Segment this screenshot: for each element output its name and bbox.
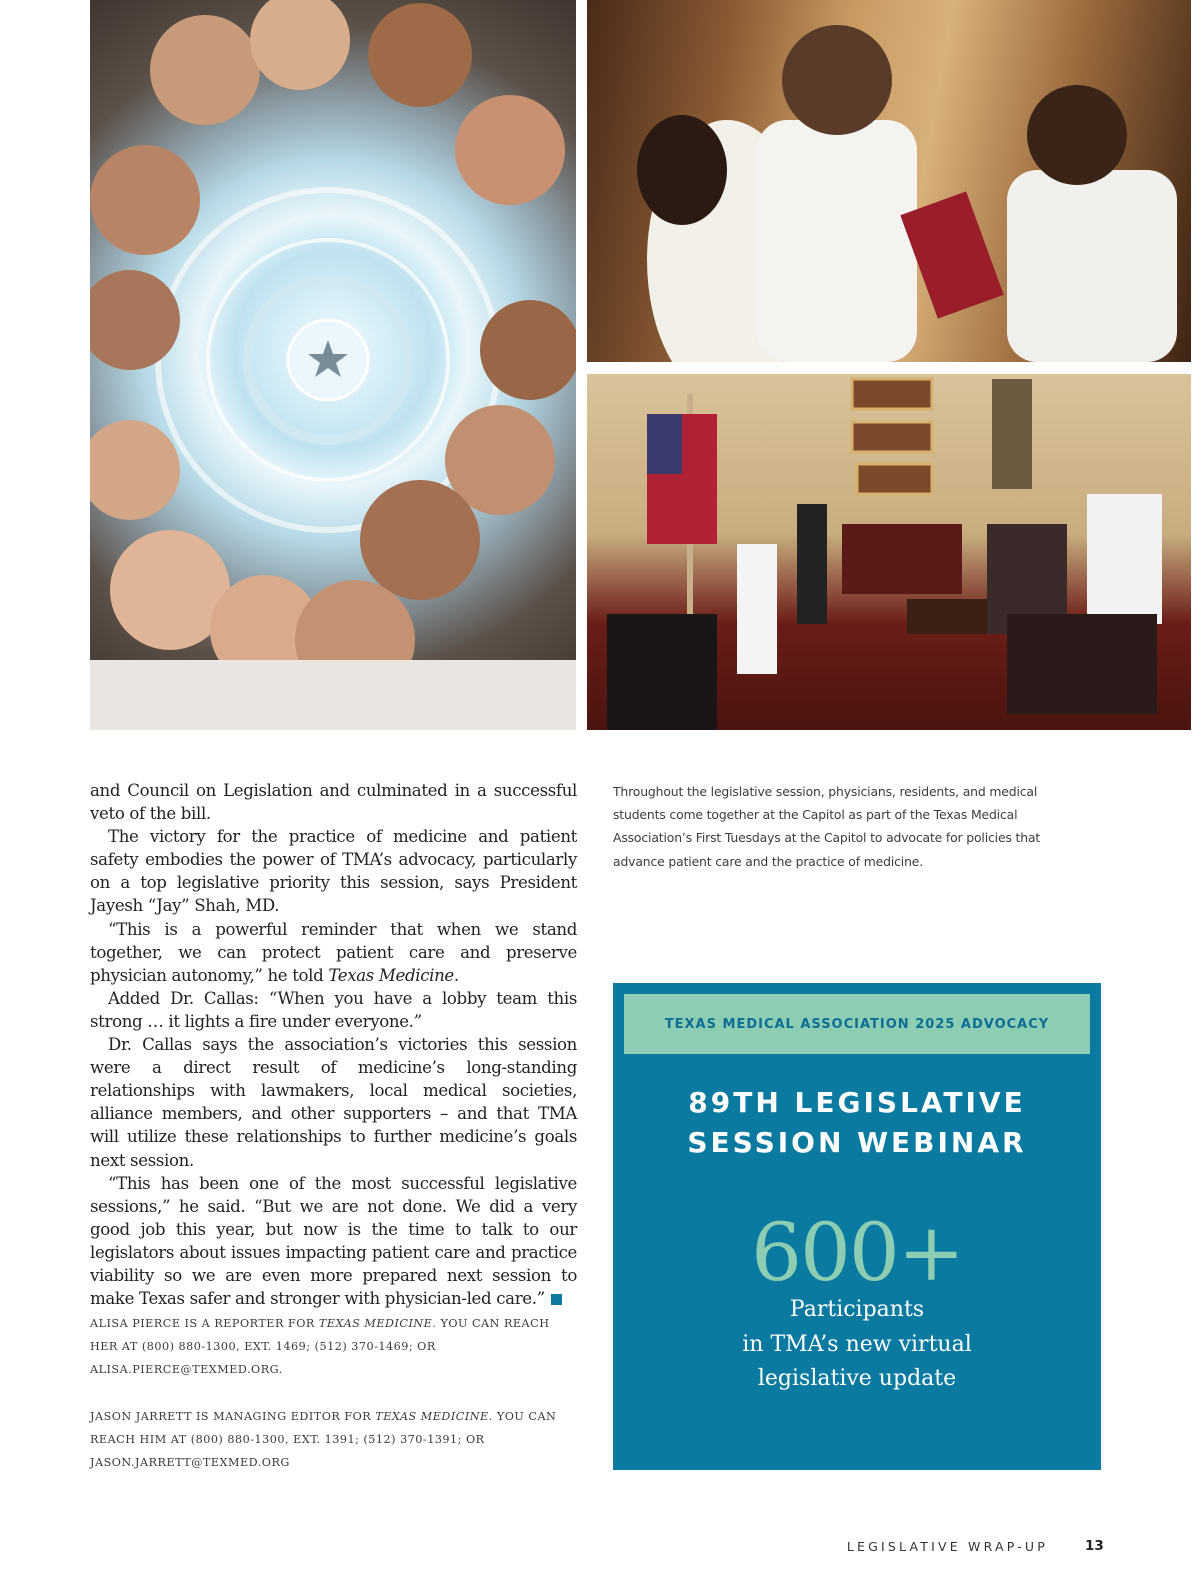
photo-physicians-hallway <box>587 0 1191 362</box>
end-of-article-icon <box>551 1294 562 1305</box>
promo-tag: TEXAS MEDICAL ASSOCIATION 2025 ADVOCACY <box>624 994 1090 1054</box>
bio-text: . YOU CAN REACH HIM AT (800) 880-1300, EXT. 1391; (512) 370-1391; OR JASON.JARRETT@TEXMED.ORG <box>90 1410 557 1469</box>
publication-name: TEXAS MEDICINE <box>375 1410 489 1423</box>
footer-section-label: LEGISLATIVE WRAP-UP <box>846 1539 1048 1554</box>
promo-title-line: 89TH LEGISLATIVE <box>688 1086 1026 1119</box>
bio-text: ALISA PIERCE IS A REPORTER FOR <box>90 1317 319 1330</box>
author-bio-jason-jarrett <box>90 1406 570 1474</box>
photo-capitol-office-meeting <box>587 374 1191 730</box>
article-text: “This is a powerful reminder that when we stand together, we can protect patient care and preserve physician autonomy,” he told <box>90 919 577 985</box>
bio-text: . YOU CAN REACH HER AT (800) 880-1300, EXT. 1469; (512) 370-1469; OR ALISA.PIERCE@TEXMED.ORG. <box>90 1317 550 1376</box>
photo-caption: Throughout the legislative session, physicians, residents, and medical students come together at the Capitol as part of the Texas Medical Association’s First Tuesdays at the Capitol to advocate for policies that advance patient care and the practice of medicine. <box>613 784 1041 869</box>
article-text: “This has been one of the most successful legislative sessions,” he said. “But we are not done. We did a very good job this year, but now is the time to talk to our legislators about issues impacting patient care and practice viability so we are even more prepared next session to make Texas safer and stronger with physician-led care.” <box>90 1173 577 1309</box>
article-paragraph: Added Dr. Callas: “When you have a lobby team this strong … it lights a fire under everyone.” <box>90 988 577 1031</box>
promo-stat-number: 600+ <box>751 1206 963 1299</box>
promo-title <box>613 1083 1101 1163</box>
promo-desc-line: legislative update <box>757 1366 957 1391</box>
article-paragraph <box>90 918 577 987</box>
article-paragraph: Dr. Callas says the association’s victories this session were a direct result of medicine’s long-standing relationships with lawmakers, local medical societies, alliance members, and other supporters – and that TMA will utilize these relationships to further medicine’s goals next session. <box>90 1035 577 1170</box>
promo-desc-line: Participants <box>789 1297 925 1322</box>
article-paragraph: The victory for the practice of medicine and patient safety embodies the power of TMA’s advocacy, particularly on a top legislative priority this session, says President Jayesh “Jay” Shah, MD. <box>90 827 577 916</box>
promo-title-line: SESSION WEBINAR <box>687 1126 1027 1159</box>
publication-name: TEXAS MEDICINE <box>318 1317 433 1330</box>
promo-stat-description <box>613 1293 1101 1397</box>
page-number: 13 <box>1085 1538 1104 1554</box>
photo-capitol-dome-physicians <box>90 0 576 730</box>
webinar-promo-box <box>613 983 1101 1470</box>
bio-text: JASON JARRETT IS MANAGING EDITOR FOR <box>90 1410 376 1423</box>
article-body <box>90 779 577 1310</box>
publication-name: Texas Medicine <box>328 965 454 985</box>
author-bio-alisa-pierce <box>90 1313 570 1381</box>
article-paragraph <box>90 1172 577 1311</box>
article-text: . <box>453 965 459 985</box>
article-paragraph: and Council on Legislation and culminated in a successful veto of the bill. <box>90 781 577 824</box>
promo-desc-line: in TMA’s new virtual <box>742 1331 972 1357</box>
